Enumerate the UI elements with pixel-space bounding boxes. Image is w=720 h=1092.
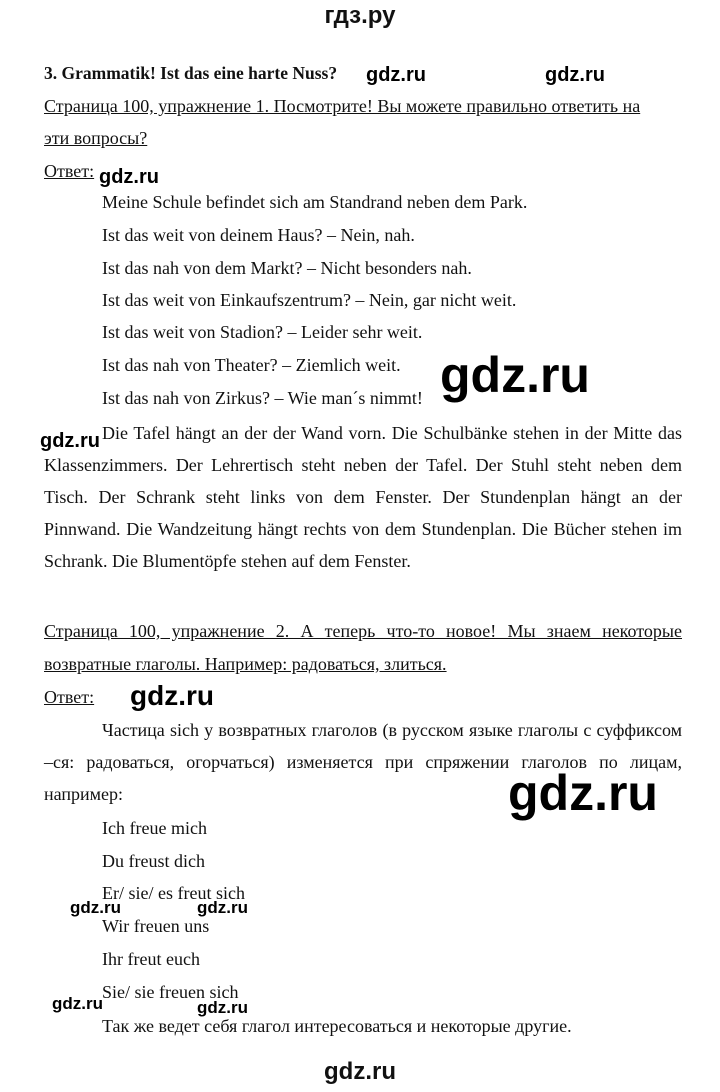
watermark: gdz.ru: [70, 898, 121, 917]
exercise1-line: Ist das weit von deinem Haus? – Nein, nah.: [102, 225, 415, 245]
watermark: gdz.ru: [197, 998, 248, 1017]
conjugation-line: Du freust dich: [102, 851, 205, 871]
exercise2-answer-label: Ответ:: [44, 687, 95, 707]
exercise2-closing: Так же ведет себя глагол интересоваться и некоторые другие.: [102, 1016, 572, 1036]
conjugation-line: Ihr freut euch: [102, 949, 200, 969]
conjugation-line: Ich freue mich: [102, 818, 207, 838]
exercise1-task-line1: Страница 100, упражнение 1. Посмотрите! Вы можете правильно ответить на: [44, 96, 641, 116]
exercise2-task-line1: Страница 100, упражнение 2. А теперь что-то новое! Мы знаем некоторые: [44, 621, 682, 641]
exercise1-line: Ist das nah von Zirkus? – Wie man´s nimmt!: [102, 388, 423, 408]
site-footer: gdz.ru: [324, 1058, 396, 1085]
exercise1-line: Ist das weit von Stadion? – Leider sehr weit.: [102, 322, 423, 342]
watermark: gdz.ru: [366, 64, 426, 86]
exercise2-paragraph: Частица sich у возвратных глаголов (в русском языке глаголы с суффиксом –ся: радоваться, огорчаться) изменяется при спряжении глаголов по лицам, например:: [44, 720, 682, 804]
watermark: gdz.ru: [99, 166, 159, 188]
exercise2-task-line2: возвратные глаголы. Например: радоваться, злиться.: [44, 654, 447, 674]
exercise1-answer-label: Ответ:: [44, 161, 95, 181]
exercise1-task-line2: эти вопросы?: [44, 128, 148, 148]
exercise1-line: Ist das nah von dem Markt? – Nicht besonders nah.: [102, 258, 472, 278]
site-header: гдз.ру: [324, 2, 396, 29]
exercise1-line: Ist das nah von Theater? – Ziemlich weit.: [102, 355, 401, 375]
conjugation-line: Wir freuen uns: [102, 916, 210, 936]
watermark: gdz.ru: [52, 994, 103, 1013]
exercise1-line: Meine Schule befindet sich am Standrand neben dem Park.: [102, 192, 528, 212]
watermark: gdz.ru: [40, 430, 100, 452]
section-title: 3. Grammatik! Ist das eine harte Nuss?: [44, 63, 338, 83]
watermark: gdz.ru: [130, 680, 214, 711]
watermark: gdz.ru: [197, 898, 248, 917]
watermark: gdz.ru: [440, 347, 590, 403]
watermark: gdz.ru: [508, 765, 658, 821]
conjugation-line: Sie/ sie freuen sich: [102, 982, 239, 1002]
exercise1-line: Ist das weit von Einkaufszentrum? – Nein, gar nicht weit.: [102, 290, 517, 310]
watermark: gdz.ru: [545, 64, 605, 86]
exercise1-paragraph: Die Tafel hängt an der der Wand vorn. Die Schulbänke stehen in der Mitte das Klassenzimmers. Der Lehrertisch steht neben der Tafel. Der Stuhl steht neben dem Tisch. Der Schrank steht links von dem Fenster. Der Stundenplan hängt an der Pinnwand. Die Wandzeitung hängt rechts von dem Stundenplan. Die Bücher stehen im Schrank. Die Blumentöpfe stehen auf dem Fenster.: [44, 423, 682, 571]
conjugation-line: Er/ sie/ es freut sich: [102, 883, 245, 903]
